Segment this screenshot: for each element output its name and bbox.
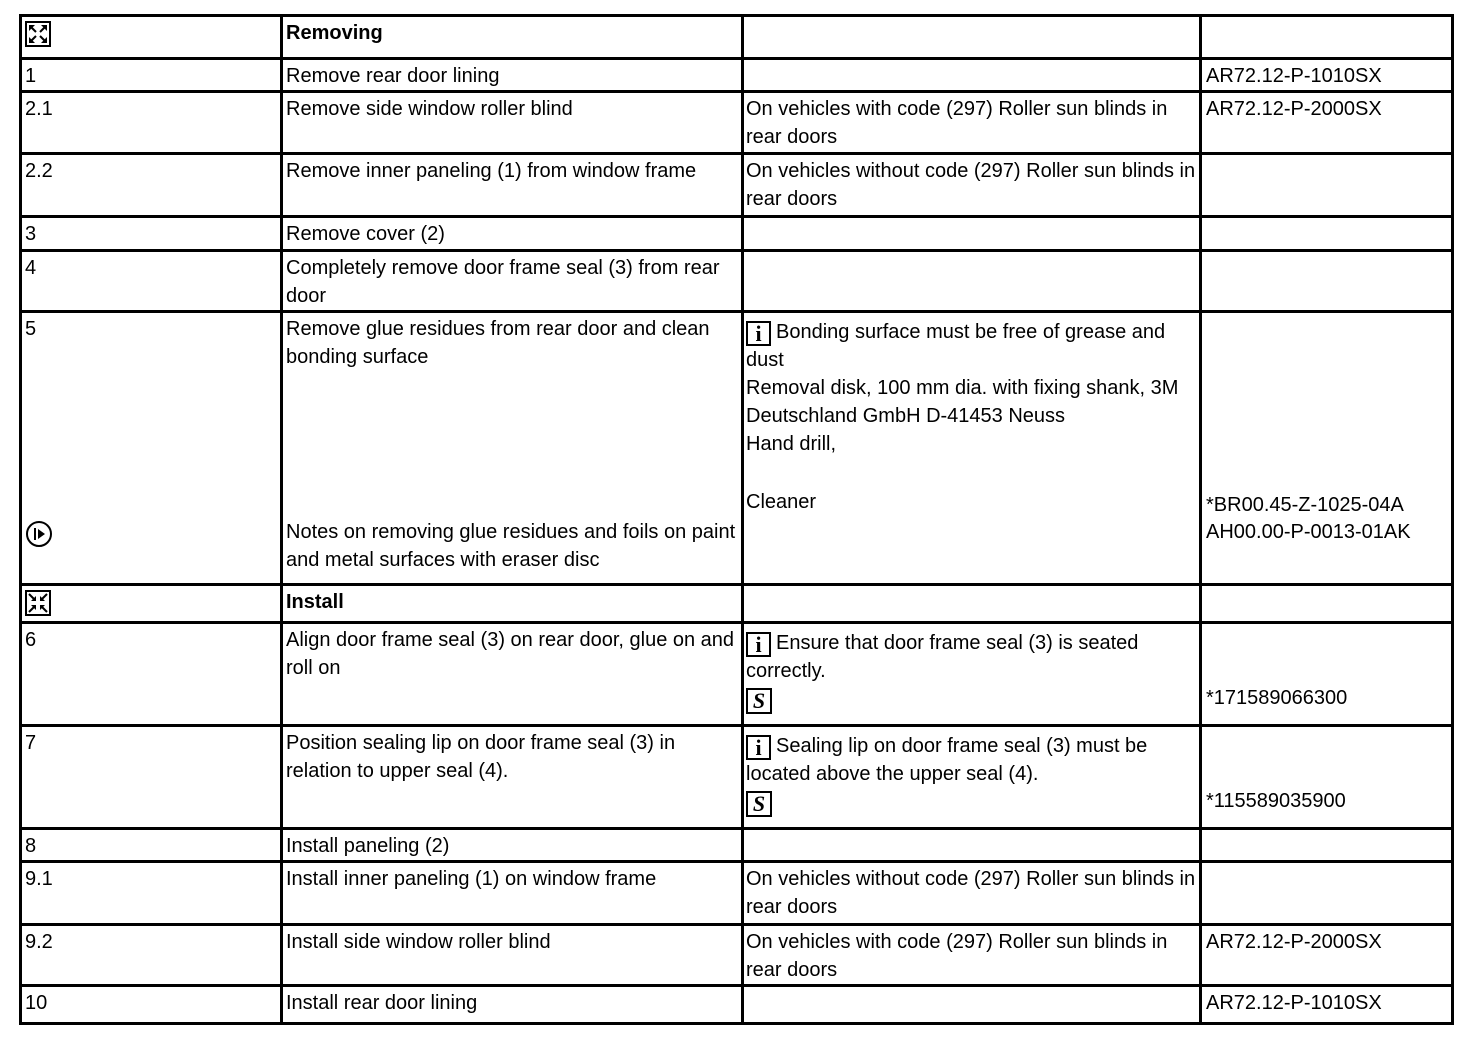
reference-cell — [1201, 623, 1453, 726]
reference-link[interactable]: AR72.12-P-2000SX — [1201, 92, 1453, 154]
action-text: Remove inner paneling (1) from window frame — [282, 154, 743, 217]
table-row — [21, 829, 1453, 862]
section-title: Removing — [282, 16, 743, 59]
step-number: 3 — [21, 217, 282, 251]
table-row — [21, 251, 1453, 312]
procedure-table — [19, 14, 1454, 1025]
action-text: Completely remove door frame seal (3) from rear door — [282, 251, 743, 312]
note-cell — [743, 16, 1201, 59]
reference-cell — [1201, 251, 1453, 312]
step-number: 4 — [21, 251, 282, 312]
reference-cell — [1201, 217, 1453, 251]
reference-link[interactable]: AR72.12-P-2000SX — [1201, 925, 1453, 986]
step-number: 10 — [21, 986, 282, 1024]
table-row — [21, 312, 1453, 585]
info-note — [746, 729, 1196, 788]
note-cell — [743, 585, 1201, 623]
step-number: 1 — [21, 59, 282, 92]
table-row — [21, 623, 1453, 726]
step-number: 2.1 — [21, 92, 282, 154]
note-cell: On vehicles without code (297) Roller sun blinds in rear doors — [743, 154, 1201, 217]
step-cell — [21, 16, 282, 59]
special-tool-icon[interactable]: S — [746, 688, 772, 714]
note-cell — [743, 59, 1201, 92]
contract-arrows-icon — [25, 590, 51, 616]
action-text: Install side window roller blind — [282, 925, 743, 986]
reference-cell — [1201, 726, 1453, 829]
action-text: Install inner paneling (1) on window frame — [282, 862, 743, 925]
step-number: 8 — [21, 829, 282, 862]
reference-link[interactable]: AR72.12-P-1010SX — [1201, 59, 1453, 92]
info-note — [746, 315, 1196, 374]
note-arrow-icon[interactable] — [26, 521, 52, 547]
info-note — [746, 626, 1196, 685]
reference-cell — [1201, 585, 1453, 623]
step-cell — [21, 585, 282, 623]
reference-cell — [1201, 312, 1453, 585]
note-cell: On vehicles without code (297) Roller sun blinds in rear doors — [743, 862, 1201, 925]
sub-action-link[interactable]: Notes on removing glue residues and foils on paint and metal surfaces with eraser disc — [286, 521, 736, 571]
reference-cell — [1201, 862, 1453, 925]
note-cell: On vehicles with code (297) Roller sun blinds in rear doors — [743, 92, 1201, 154]
table-row — [21, 59, 1453, 92]
step-number: 6 — [21, 623, 282, 726]
table-row — [21, 585, 1453, 623]
table-row — [21, 154, 1453, 217]
note-cell — [743, 986, 1201, 1024]
action-text: Remove glue residues from rear door and clean bonding surface — [286, 318, 710, 368]
reference-cell — [1201, 829, 1453, 862]
action-text: Remove rear door lining — [282, 59, 743, 92]
action-text: Position sealing lip on door frame seal (3) in relation to upper seal (4). — [282, 726, 743, 829]
info-text: Ensure that door frame seal (3) is seated correctly. — [746, 632, 1139, 682]
info-icon: i — [746, 632, 771, 657]
info-text: Bonding surface must be free of grease and dust — [746, 321, 1166, 371]
table-row — [21, 16, 1453, 59]
cleaner-text: Cleaner — [746, 491, 817, 513]
note-cell — [743, 217, 1201, 251]
note-line: Removal disk, 100 mm dia. with fixing shank, 3M Deutschland GmbH D-41453 Neuss — [746, 377, 1179, 427]
note-cell — [743, 829, 1201, 862]
reference-cell — [1201, 16, 1453, 59]
table-row — [21, 726, 1453, 829]
info-icon: i — [746, 321, 771, 346]
step-number: 5 — [25, 318, 37, 340]
note-cell: On vehicles with code (297) Roller sun blinds in rear doors — [743, 925, 1201, 986]
note-cell — [743, 726, 1201, 829]
step-number: 9.1 — [21, 862, 282, 925]
section-title: Install — [282, 585, 743, 623]
table-row — [21, 986, 1453, 1024]
table-row — [21, 862, 1453, 925]
action-text: Align door frame seal (3) on rear door, glue on and roll on — [282, 623, 743, 726]
action-text: Install rear door lining — [282, 986, 743, 1024]
action-text: Install paneling (2) — [282, 829, 743, 862]
special-tool-icon[interactable]: S — [746, 791, 772, 817]
action-text: Remove side window roller blind — [282, 92, 743, 154]
note-cell — [743, 251, 1201, 312]
reference-cell — [1201, 154, 1453, 217]
step-number: 2.2 — [21, 154, 282, 217]
reference-link[interactable]: *BR00.45-Z-1025-04A — [1206, 494, 1404, 516]
action-text: Remove cover (2) — [282, 217, 743, 251]
table-row — [21, 925, 1453, 986]
note-cell — [743, 623, 1201, 726]
info-icon: i — [746, 735, 771, 760]
note-cell — [743, 312, 1201, 585]
step-cell — [21, 312, 282, 585]
reference-link[interactable]: *171589066300 — [1206, 687, 1348, 709]
expand-arrows-icon — [25, 21, 51, 47]
info-text: Sealing lip on door frame seal (3) must be located above the upper seal (4). — [746, 735, 1148, 785]
note-line: Hand drill, — [746, 433, 837, 455]
reference-link[interactable]: AH00.00-P-0013-01AK — [1206, 521, 1411, 543]
reference-link[interactable]: AR72.12-P-1010SX — [1201, 986, 1453, 1024]
action-cell — [282, 312, 743, 585]
table-row — [21, 217, 1453, 251]
step-number: 7 — [21, 726, 282, 829]
table-row — [21, 92, 1453, 154]
step-number: 9.2 — [21, 925, 282, 986]
reference-link[interactable]: *115589035900 — [1206, 790, 1346, 812]
